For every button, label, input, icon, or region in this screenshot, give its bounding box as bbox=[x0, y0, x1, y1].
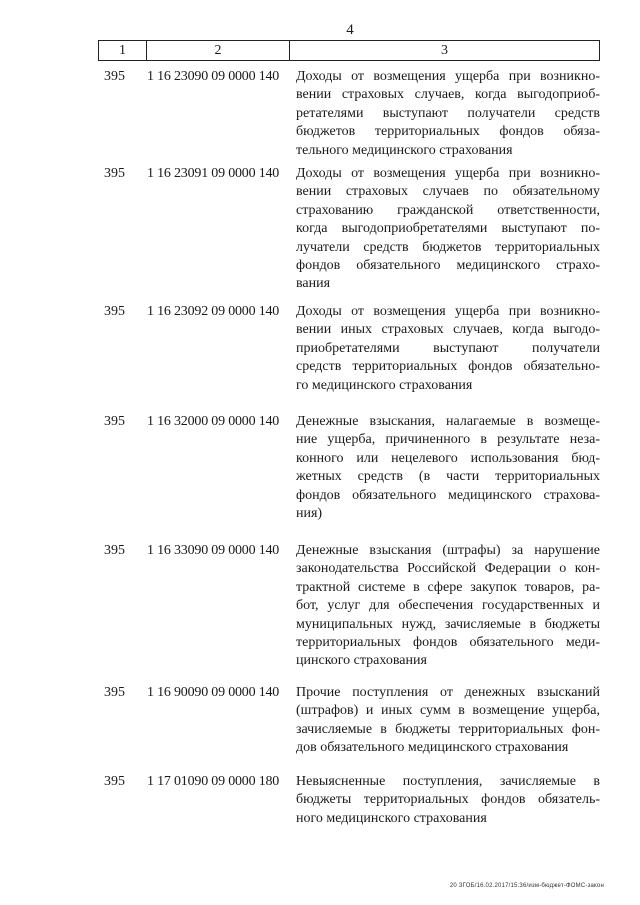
description-line: го медицинского страхования bbox=[296, 377, 473, 393]
description-line: ного медицинского страхования bbox=[296, 810, 487, 826]
description-line: когда выгодоприобретателями выступают по- bbox=[296, 221, 600, 237]
revenue-description bbox=[296, 542, 600, 671]
admin-code: 395 bbox=[104, 414, 125, 429]
budget-classification-code: 1 16 23090 09 0000 140 bbox=[147, 69, 280, 84]
description-line: Денежные взыскания (штрафы) за нарушение bbox=[296, 543, 600, 558]
description-line: ние ущерба, причиненного в результате неза- bbox=[296, 432, 600, 448]
description-line: страхованию гражданской ответственности, bbox=[296, 202, 600, 218]
document-footer: 20 ЗГОБ/16.02.2017/15:36/изм-бюджет-ФОМС-закон bbox=[449, 883, 604, 889]
budget-classification-code: 1 16 23091 09 0000 140 bbox=[147, 166, 280, 181]
admin-code: 395 bbox=[104, 685, 125, 700]
description-line: бюджетов территориальных фондов обяза- bbox=[296, 124, 600, 140]
admin-code: 395 bbox=[104, 304, 125, 319]
description-line: жетных средств (в части территориальных bbox=[296, 469, 600, 485]
description-line: бот, услуг для обеспечения государственных и bbox=[296, 598, 600, 614]
description-line: средств территориальных фондов обязательно- bbox=[296, 359, 600, 375]
description-line: Доходы от возмещения ущерба при возникно- bbox=[296, 69, 600, 84]
revenue-description bbox=[296, 413, 600, 523]
description-line: вении страховых случаев, когда выгодоприоб- bbox=[296, 87, 600, 103]
description-line: (штрафов) и иных сумм в возмещение ущерба, bbox=[296, 703, 600, 719]
column-header-3: 3 bbox=[441, 42, 448, 58]
description-line: Денежные взыскания, налагаемые в возмеще- bbox=[296, 414, 600, 429]
description-line: зачисляемые в бюджеты территориальных фон- bbox=[296, 721, 600, 737]
description-line: Доходы от возмещения ущерба при возникно- bbox=[296, 304, 600, 319]
admin-code: 395 bbox=[104, 774, 125, 789]
description-line: Доходы от возмещения ущерба при возникно- bbox=[296, 166, 600, 181]
description-line: вении страховых случаев по обязательному bbox=[296, 184, 600, 200]
revenue-description bbox=[296, 165, 600, 294]
revenue-description bbox=[296, 68, 600, 160]
description-line: ретателями выступают получатели средств bbox=[296, 105, 600, 121]
description-line: цинского страхования bbox=[296, 653, 427, 669]
description-line: законодательства Российской Федерации о кон- bbox=[296, 561, 600, 577]
description-line: муниципальных нужд, зачисляемые в бюджеты bbox=[296, 616, 600, 632]
budget-classification-code: 1 16 23092 09 0000 140 bbox=[147, 304, 280, 319]
description-line: тельного медицинского страхования bbox=[296, 142, 513, 158]
budget-classification-code: 1 16 90090 09 0000 140 bbox=[147, 685, 280, 700]
description-line: Прочие поступления от денежных взысканий bbox=[296, 685, 600, 700]
column-header-row bbox=[98, 40, 600, 61]
description-line: вении иных страховых случаев, когда выгодо- bbox=[296, 322, 600, 338]
description-line: вания bbox=[296, 276, 331, 292]
description-line: бюджеты территориальных фондов обязатель- bbox=[296, 792, 600, 808]
description-line: трактной системе в сфере закупок товаров, ра- bbox=[296, 579, 600, 595]
page-number: 4 bbox=[346, 22, 354, 38]
revenue-description bbox=[296, 684, 600, 758]
description-line: конного или нецелевого использования бюд- bbox=[296, 450, 600, 466]
budget-classification-code: 1 16 33090 09 0000 140 bbox=[147, 543, 280, 558]
description-line: дов обязательного медицинского страхования bbox=[296, 740, 569, 756]
description-line: лучатели средств бюджетов территориальных bbox=[296, 239, 600, 255]
admin-code: 395 bbox=[104, 166, 125, 181]
admin-code: 395 bbox=[104, 69, 125, 84]
description-line: ния) bbox=[296, 506, 323, 522]
column-header-1: 1 bbox=[99, 41, 147, 60]
column-header-2: 2 bbox=[147, 41, 290, 60]
revenue-description bbox=[296, 303, 600, 395]
budget-classification-code: 1 17 01090 09 0000 180 bbox=[147, 774, 280, 789]
description-line: фондов обязательного медицинского страхова- bbox=[296, 487, 600, 503]
description-line: Невыясненные поступления, зачисляемые в bbox=[296, 774, 600, 789]
revenue-description bbox=[296, 773, 600, 828]
description-line: территориальных фондов обязательного меди- bbox=[296, 635, 600, 651]
budget-classification-code: 1 16 32000 09 0000 140 bbox=[147, 414, 280, 429]
description-line: приобретателями выступают получатели bbox=[296, 340, 600, 356]
description-line: фондов обязательного медицинского страхо- bbox=[296, 258, 600, 274]
admin-code: 395 bbox=[104, 543, 125, 558]
